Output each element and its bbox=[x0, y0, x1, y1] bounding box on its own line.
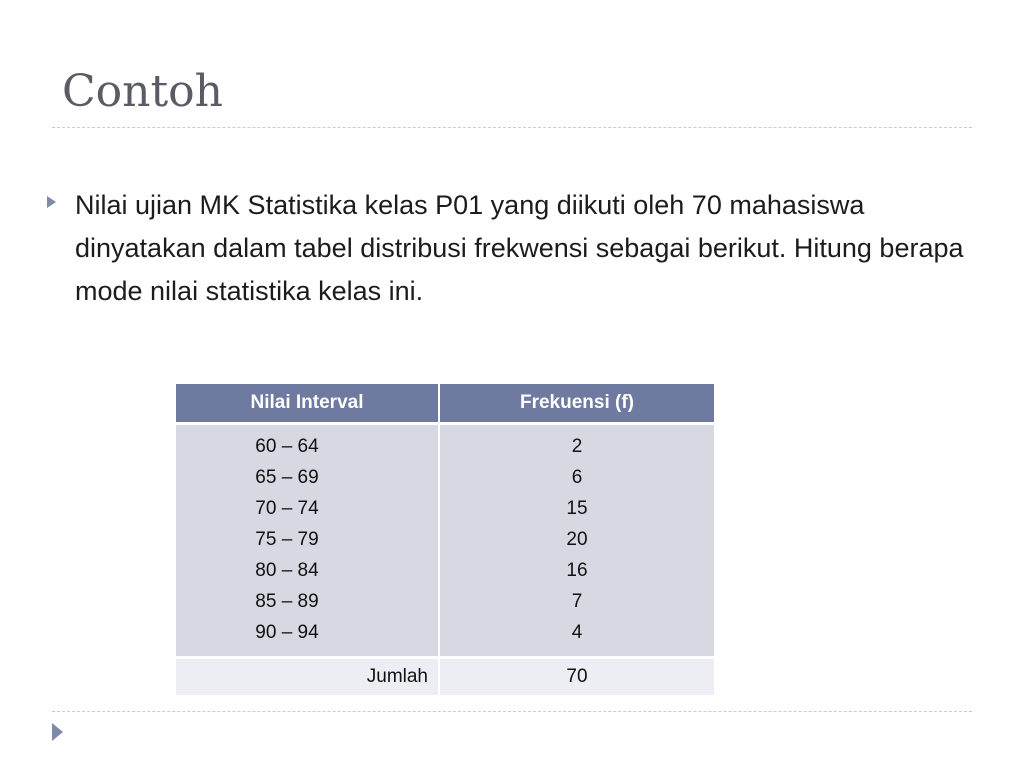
bullet-text: Nilai ujian MK Statistika kelas P01 yang diikuti oleh 70 mahasiswa dinyatakan dalam tabel distribusi frekwensi sebagai berikut. Hitung berapa mode nilai statistika kelas ini. bbox=[75, 190, 964, 306]
frequency-value: 15 bbox=[566, 498, 588, 519]
next-arrow-icon bbox=[52, 723, 63, 741]
interval-cell bbox=[176, 424, 439, 658]
interval-value: 60 – 64 bbox=[255, 436, 319, 457]
title-divider bbox=[52, 127, 972, 128]
frequency-value: 20 bbox=[566, 529, 588, 550]
header-frequency: Frekuensi (f) bbox=[439, 384, 714, 424]
total-value: 70 bbox=[566, 666, 588, 687]
slide-title: Contoh bbox=[62, 66, 224, 117]
bullet-arrow-icon bbox=[47, 196, 56, 208]
frequency-value: 4 bbox=[571, 622, 583, 643]
frequency-cell bbox=[439, 424, 714, 658]
total-label-cell bbox=[176, 658, 439, 696]
frequency-value: 2 bbox=[571, 436, 583, 457]
interval-value: 75 – 79 bbox=[255, 529, 319, 550]
header-interval: Nilai Interval bbox=[176, 384, 439, 424]
frequency-value: 7 bbox=[571, 591, 583, 612]
table-header-row bbox=[176, 384, 714, 424]
interval-value: 80 – 84 bbox=[255, 560, 319, 581]
table-body-row bbox=[176, 424, 714, 658]
footer-divider bbox=[52, 711, 972, 712]
table-total-row bbox=[176, 658, 714, 696]
total-value-cell bbox=[439, 658, 714, 696]
interval-value: 85 – 89 bbox=[255, 591, 319, 612]
interval-value: 65 – 69 bbox=[255, 467, 319, 488]
frequency-table bbox=[176, 384, 714, 695]
frequency-value: 16 bbox=[566, 560, 588, 581]
frequency-value: 6 bbox=[571, 467, 583, 488]
interval-value: 90 – 94 bbox=[255, 622, 319, 643]
total-label: Jumlah bbox=[366, 666, 428, 687]
interval-value: 70 – 74 bbox=[255, 498, 319, 519]
